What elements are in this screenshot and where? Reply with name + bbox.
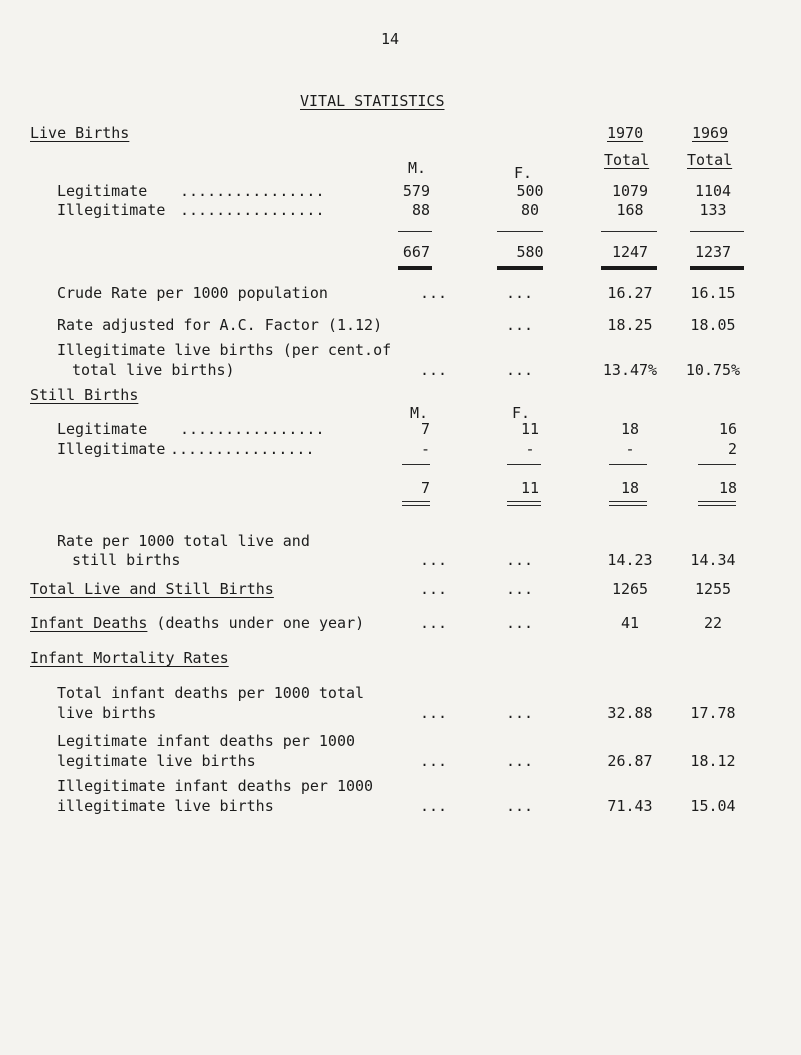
imr-illegit-label-cont: illegitimate live births [57,797,274,815]
imr-legit-1970: 26.87 [607,752,653,770]
imr-illegit-1969: 15.04 [690,797,736,815]
year-1969-header: 1969 [692,124,729,142]
col-f-header: F. [514,164,533,182]
leader-dots: ................ [180,182,325,200]
page-number: 14 [380,30,400,48]
legit-m: 579 [402,182,430,200]
ellipsis: ... [506,797,534,815]
ellipsis: ... [506,316,534,334]
sb-legit-1969: 16 [718,420,737,438]
ellipsis: ... [420,580,448,598]
col-total-1969-header: Total [687,151,733,169]
illegit-label: Illegitimate [57,201,166,219]
illegit-m: 88 [411,201,430,219]
crude-rate-1969: 16.15 [690,284,736,302]
illegit-pct-1970: 13.47% [602,361,658,379]
total-live-still-label: Total Live and Still Births [30,580,274,598]
infant-deaths-heading: Infant Deaths [30,614,148,632]
illegit-pct-label: Illegitimate live births (per cent.of [57,341,392,359]
sb-subtotal-rule [402,464,430,465]
year-1970-header: 1970 [607,124,644,142]
still-births-heading: Still Births [30,386,139,404]
legit-f: 500 [516,182,544,200]
infant-deaths-1970: 41 [620,614,640,632]
ellipsis: ... [506,614,534,632]
imr-legit-1969: 18.12 [690,752,736,770]
sb-total-1970: 18 [620,479,640,497]
total-rule [601,266,657,270]
ellipsis: ... [420,614,448,632]
ellipsis: ... [420,551,448,569]
ellipsis: ... [420,752,448,770]
legit-label: Legitimate [57,182,148,200]
sb-total-1969: 18 [718,479,737,497]
ellipsis: ... [506,551,534,569]
ellipsis: ... [506,752,534,770]
page-title: VITAL STATISTICS [300,92,445,110]
sb-legit-m: 7 [420,420,430,438]
sb-total-rule [402,501,430,506]
sb-total-rule [507,501,541,506]
imr-total-label: Total infant deaths per 1000 total [57,684,365,702]
imr-legit-label-cont: legitimate live births [57,752,256,770]
illegit-1969: 133 [699,201,727,219]
sb-rate-1970: 14.23 [607,551,653,569]
sb-rate-label-cont: still births [72,551,181,569]
ellipsis: ... [420,284,448,302]
subtotal-rule [497,231,543,232]
ellipsis: ... [420,704,448,722]
imr-total-1969: 17.78 [690,704,736,722]
subtotal-rule [398,231,432,232]
sb-illegit-1969: 2 [727,440,737,458]
imr-total-label-cont: live births [57,704,157,722]
imr-total-1970: 32.88 [607,704,653,722]
live-births-heading: Live Births [30,124,130,142]
total-1970: 1247 [611,243,649,261]
illegit-1970: 168 [616,201,644,219]
total-m: 667 [402,243,430,261]
sb-subtotal-rule [698,464,736,465]
ellipsis: ... [420,797,448,815]
illegit-pct-1969: 10.75% [685,361,741,379]
sb-illegit-f: - [525,440,535,458]
sb-col-f-header: F. [512,404,531,422]
subtotal-rule [690,231,744,232]
total-1969: 1237 [694,243,732,261]
sb-subtotal-rule [507,464,541,465]
sb-rate-label: Rate per 1000 total live and [57,532,310,550]
sb-total-rule [698,501,736,506]
sb-legit-f: 11 [520,420,540,438]
sb-illegit-1970: - [625,440,635,458]
ellipsis: ... [506,361,534,379]
total-live-still-1969: 1255 [694,580,732,598]
col-m-header: M. [408,159,427,177]
sb-total-m: 7 [420,479,430,497]
total-f: 580 [516,243,544,261]
total-rule [398,266,432,270]
ellipsis: ... [506,704,534,722]
total-rule [497,266,543,270]
infant-deaths-1969: 22 [703,614,723,632]
total-live-still-1970: 1265 [611,580,649,598]
leader-dots: ................ [180,420,325,438]
sb-illegit-label: Illegitimate [57,440,166,458]
legit-1970: 1079 [611,182,649,200]
imr-illegit-label: Illegitimate infant deaths per 1000 [57,777,374,795]
sb-total-f: 11 [520,479,540,497]
infant-deaths-note: (deaths under one year) [147,614,365,632]
ellipsis: ... [420,361,448,379]
sb-col-m-header: M. [410,404,429,422]
sb-legit-label: Legitimate [57,420,148,438]
legit-1969: 1104 [694,182,732,200]
imr-illegit-1970: 71.43 [607,797,653,815]
infant-deaths-label [30,614,364,632]
adjusted-rate-1969: 18.05 [690,316,736,334]
leader-dots: ................ [180,201,325,219]
total-rule [690,266,744,270]
adjusted-rate-1970: 18.25 [607,316,653,334]
leader-dots: ................ [170,440,315,458]
sb-legit-1970: 18 [620,420,640,438]
imr-legit-label: Legitimate infant deaths per 1000 [57,732,356,750]
infant-mortality-heading: Infant Mortality Rates [30,649,229,667]
subtotal-rule [601,231,657,232]
illegit-pct-label-cont: total live births) [72,361,235,379]
sb-total-rule [609,501,647,506]
sb-illegit-m: - [420,440,430,458]
sb-subtotal-rule [609,464,647,465]
sb-rate-1969: 14.34 [690,551,736,569]
col-total-1970-header: Total [604,151,650,169]
crude-rate-1970: 16.27 [607,284,653,302]
crude-rate-label: Crude Rate per 1000 population [57,284,328,302]
illegit-f: 80 [520,201,540,219]
ellipsis: ... [506,580,534,598]
ellipsis: ... [506,284,534,302]
adjusted-rate-label: Rate adjusted for A.C. Factor (1.12) [57,316,383,334]
